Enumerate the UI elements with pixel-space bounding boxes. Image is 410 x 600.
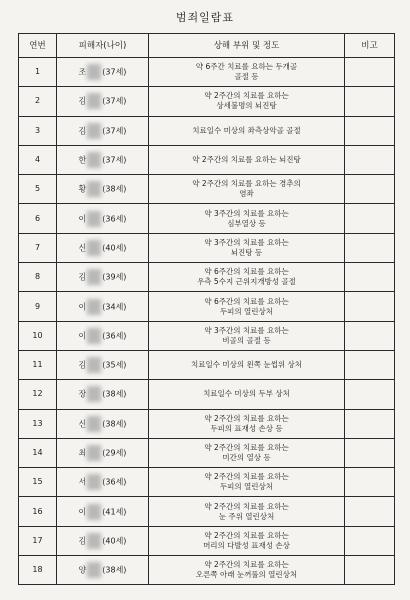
victim-cell (57, 116, 149, 145)
row-number: 13 (19, 409, 57, 438)
row-number: 1 (19, 58, 57, 87)
victim-age: (35세) (102, 360, 127, 370)
header-detail: 상해 부위 및 정도 (149, 34, 345, 58)
redaction-mark (87, 533, 101, 549)
table-row (19, 116, 395, 145)
table-row (19, 497, 395, 526)
injury-detail-line2: 골절 등 (234, 72, 259, 82)
injury-detail-line2: 두피의 표재성 손상 등 (210, 423, 283, 433)
injury-detail-line1: 약 6주간 치료를 요하는 두개골 (195, 62, 298, 72)
injury-detail-line1: 약 2주간의 치료를 요하는 (204, 501, 289, 511)
row-number: 8 (19, 263, 57, 292)
injury-detail-line1: 약 3주간의 치료를 요하는 (204, 208, 289, 218)
redaction-mark (87, 562, 101, 578)
table-row (19, 321, 395, 350)
injury-detail-line2: 두피의 열린상처 (219, 306, 274, 316)
victim-cell (57, 526, 149, 555)
victim-cell (57, 263, 149, 292)
row-number: 16 (19, 497, 57, 526)
note-cell (345, 409, 395, 438)
injury-detail-line2: 미간의 열상 등 (222, 453, 271, 462)
table-row (19, 409, 395, 438)
injury-detail-line1: 약 6주간의 치료를 요하는 (204, 296, 289, 306)
victim-surname: 이 (78, 214, 87, 224)
victim-age: (38세) (102, 565, 127, 575)
victim-cell (57, 380, 149, 409)
header-note: 비고 (345, 34, 395, 58)
note-cell (345, 321, 395, 350)
table-row (19, 292, 395, 321)
injury-detail-line1: 약 2주간의 치료를 요하는 (204, 91, 289, 101)
table-row (19, 58, 395, 87)
redaction-mark (87, 357, 101, 373)
row-number: 5 (19, 175, 57, 204)
victim-surname: 이 (78, 331, 87, 341)
table-row (19, 438, 395, 467)
victim-cell (57, 87, 149, 116)
victim-age: (38세) (102, 184, 127, 194)
injury-detail-cell (149, 380, 345, 409)
victim-cell (57, 321, 149, 350)
victim-age: (40세) (102, 243, 127, 253)
injury-detail-line2: 두피의 열린상처 (219, 482, 274, 492)
victim-surname: 김 (78, 536, 87, 546)
redaction-mark (87, 123, 101, 139)
redaction-mark (87, 328, 101, 344)
table-row (19, 233, 395, 262)
victim-age: (37세) (102, 96, 127, 106)
victim-surname: 장 (78, 389, 87, 399)
table-row (19, 526, 395, 555)
table-row (19, 204, 395, 233)
note-cell (345, 145, 395, 174)
note-cell (345, 438, 395, 467)
note-cell (345, 233, 395, 262)
note-cell (345, 58, 395, 87)
crime-list-table (18, 33, 395, 585)
victim-surname: 신 (78, 243, 87, 253)
injury-detail-cell (149, 58, 345, 87)
victim-surname: 양 (78, 565, 87, 575)
injury-detail-cell (149, 292, 345, 321)
injury-detail-line1: 약 2주간의 치료를 요하는 (204, 443, 289, 452)
note-cell (345, 263, 395, 292)
injury-detail-cell (149, 526, 345, 555)
note-cell (345, 116, 395, 145)
injury-detail-cell (149, 87, 345, 116)
injury-detail-line1: 약 6주간의 치료를 요하는 (204, 267, 289, 277)
injury-detail-line1: 치료일수 미상의 왼쪽 눈썹위 상처 (191, 360, 302, 370)
table-row (19, 175, 395, 204)
injury-detail-line1: 약 2주간의 치료를 요하는 (204, 560, 289, 570)
row-number: 2 (19, 87, 57, 116)
note-cell (345, 497, 395, 526)
victim-surname: 김 (78, 126, 87, 136)
injury-detail-line2: 눈 주위 열린상처 (218, 511, 275, 521)
redaction-mark (87, 416, 101, 432)
table-header-row (19, 34, 395, 58)
table-row (19, 380, 395, 409)
victim-surname: 김 (78, 360, 87, 370)
victim-age: (36세) (102, 331, 127, 341)
injury-detail-cell (149, 497, 345, 526)
injury-detail-line1: 약 2주간의 치료를 요하는 (204, 472, 289, 482)
redaction-mark (87, 64, 101, 80)
victim-cell (57, 556, 149, 585)
victim-cell (57, 438, 149, 467)
injury-detail-line1: 치료일수 미상의 두부 상처 (203, 389, 290, 399)
injury-detail-line2: 상세불명의 뇌진탕 (216, 101, 277, 111)
injury-detail-cell (149, 468, 345, 497)
injury-detail-cell (149, 409, 345, 438)
redaction-mark (87, 152, 101, 168)
row-number: 17 (19, 526, 57, 555)
row-number: 9 (19, 292, 57, 321)
victim-surname: 신 (78, 419, 87, 429)
note-cell (345, 292, 395, 321)
row-number: 4 (19, 145, 57, 174)
injury-detail-cell (149, 556, 345, 585)
row-number: 14 (19, 438, 57, 467)
redaction-mark (87, 93, 101, 109)
victim-surname: 서 (78, 477, 87, 487)
row-number: 12 (19, 380, 57, 409)
victim-cell (57, 292, 149, 321)
victim-age: (36세) (102, 214, 127, 224)
injury-detail-cell (149, 438, 345, 467)
victim-age: (37세) (102, 67, 127, 77)
injury-detail-line1: 약 2주간의 치료를 요하는 경추의 (192, 179, 301, 189)
injury-detail-cell (149, 233, 345, 262)
note-cell (345, 87, 395, 116)
injury-detail-line2: 심부열상 등 (227, 218, 266, 228)
victim-age: (34세) (102, 302, 127, 312)
injury-detail-line2: 뇌진탕 등 (230, 247, 263, 257)
victim-age: (38세) (102, 419, 127, 429)
note-cell (345, 175, 395, 204)
header-no: 연번 (19, 34, 57, 58)
row-number: 6 (19, 204, 57, 233)
redaction-mark (87, 240, 101, 256)
injury-detail-line2: 염좌 (239, 189, 254, 199)
injury-detail-cell (149, 321, 345, 350)
injury-detail-line1: 약 2주간의 치료를 요하는 (204, 530, 289, 540)
injury-detail-line1: 약 3주간의 치료를 요하는 (204, 237, 289, 247)
injury-detail-line1: 약 3주간의 치료를 요하는 (204, 325, 289, 335)
redaction-mark (87, 181, 101, 197)
victim-cell (57, 145, 149, 174)
header-victim: 피해자(나이) (57, 34, 149, 58)
row-number: 15 (19, 468, 57, 497)
table-row (19, 263, 395, 292)
victim-cell (57, 204, 149, 233)
injury-detail-cell (149, 204, 345, 233)
injury-detail-cell (149, 116, 345, 145)
injury-detail-line1: 치료일수 미상의 좌측상악골 골절 (192, 125, 301, 135)
victim-cell (57, 350, 149, 379)
note-cell (345, 468, 395, 497)
victim-cell (57, 468, 149, 497)
redaction-mark (87, 299, 101, 315)
row-number: 18 (19, 556, 57, 585)
row-number: 7 (19, 233, 57, 262)
victim-surname: 김 (78, 272, 87, 282)
victim-cell (57, 175, 149, 204)
table-row (19, 468, 395, 497)
victim-surname: 최 (78, 448, 87, 458)
table-row (19, 145, 395, 174)
victim-age: (38세) (102, 389, 127, 399)
injury-detail-line1: 약 2주간의 치료를 요하는 뇌진탕 (192, 155, 301, 165)
table-row (19, 87, 395, 116)
victim-surname: 이 (78, 507, 87, 517)
row-number: 3 (19, 116, 57, 145)
victim-surname: 조 (78, 67, 87, 77)
victim-age: (37세) (102, 126, 127, 136)
injury-detail-line2: 오른쪽 아래 눈꺼풀의 열린상처 (195, 570, 298, 580)
injury-detail-line2: 우측 5수지 근위지개방성 골절 (197, 277, 296, 287)
victim-age: (41세) (102, 507, 127, 517)
injury-detail-line1: 약 2주간의 치료를 요하는 (204, 413, 289, 423)
victim-cell (57, 409, 149, 438)
redaction-mark (87, 474, 101, 490)
row-number: 10 (19, 321, 57, 350)
victim-cell (57, 233, 149, 262)
victim-surname: 황 (78, 184, 87, 194)
table-row (19, 350, 395, 379)
injury-detail-cell (149, 145, 345, 174)
document-title: 범죄일람표 (175, 11, 235, 24)
victim-age: (36세) (102, 477, 127, 487)
note-cell (345, 350, 395, 379)
victim-age: (40세) (102, 536, 127, 546)
victim-cell (57, 497, 149, 526)
injury-detail-cell (149, 175, 345, 204)
redaction-mark (87, 445, 101, 461)
redaction-mark (87, 386, 101, 402)
victim-surname: 김 (78, 96, 87, 106)
table-row (19, 556, 395, 585)
row-number: 11 (19, 350, 57, 379)
redaction-mark (87, 211, 101, 227)
injury-detail-cell (149, 350, 345, 379)
victim-surname: 이 (78, 302, 87, 312)
injury-detail-cell (149, 263, 345, 292)
note-cell (345, 380, 395, 409)
injury-detail-line2: 비골의 골절 등 (222, 335, 271, 345)
redaction-mark (87, 504, 101, 520)
victim-surname: 한 (78, 155, 87, 165)
victim-age: (37세) (102, 155, 127, 165)
note-cell (345, 204, 395, 233)
victim-cell (57, 58, 149, 87)
note-cell (345, 526, 395, 555)
redaction-mark (87, 269, 101, 285)
victim-age: (29세) (102, 448, 127, 458)
note-cell (345, 556, 395, 585)
injury-detail-line2: 머리의 다발성 표재성 손상 (203, 540, 290, 550)
victim-age: (39세) (102, 272, 127, 282)
